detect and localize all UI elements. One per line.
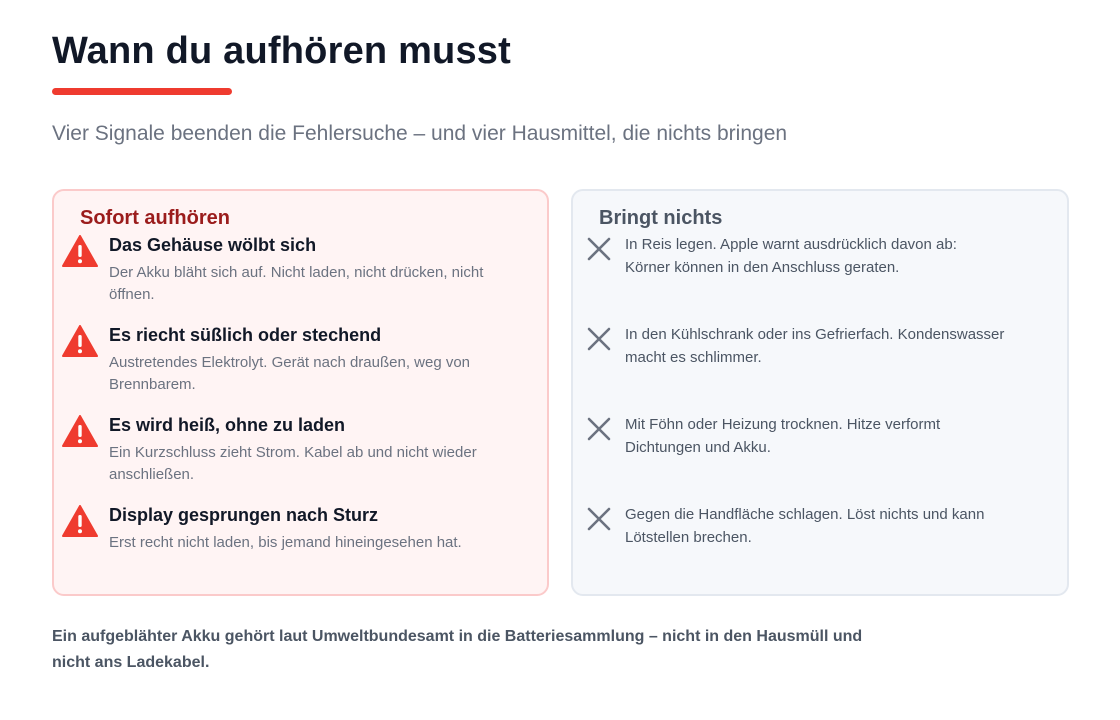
stop-item-title: Display gesprungen nach Sturz <box>109 505 379 525</box>
stop-item <box>62 505 532 585</box>
warning-triangle-icon <box>62 235 98 267</box>
stop-item-title: Es wird heiß, ohne zu laden <box>109 415 346 435</box>
warning-triangle-icon <box>62 415 98 447</box>
useless-item-text: In Reis legen. Apple warnt ausdrücklich davon ab: Körner können in den Anschluss geraten. <box>625 236 957 276</box>
stop-item-desc: Der Akku bläht sich auf. Nicht laden, nicht drücken, nicht öffnen. <box>109 264 484 303</box>
title-underline <box>52 88 232 95</box>
useless-item-text: Mit Föhn oder Heizung trocknen. Hitze verformt Dichtungen und Akku. <box>625 416 941 456</box>
stop-item-title: Das Gehäuse wölbt sich <box>109 235 317 255</box>
x-mark-icon <box>585 415 613 443</box>
useless-item <box>585 503 1055 563</box>
useless-panel-title: Bringt nichts <box>599 207 723 229</box>
x-mark-icon <box>585 325 613 353</box>
warning-triangle-icon <box>62 325 98 357</box>
page-title: Wann du aufhören musst <box>52 30 511 72</box>
useless-panel <box>571 189 1069 596</box>
stop-item <box>62 415 532 495</box>
stop-item <box>62 325 532 405</box>
useless-item <box>585 413 1055 473</box>
stop-item <box>62 235 532 315</box>
footnote: Ein aufgeblähter Akku gehört laut Umweltbundesamt in die Batteriesammlung – nicht in den Hausmüll und nicht ans Ladekabel. <box>52 628 863 671</box>
stop-item-title: Es riecht süßlich oder stechend <box>109 325 382 345</box>
useless-item-text: In den Kühlschrank oder ins Gefrierfach. Kondenswasser macht es schlimmer. <box>625 326 1005 366</box>
stop-item-desc: Austretendes Elektrolyt. Gerät nach draußen, weg von Brennbarem. <box>109 354 471 393</box>
useless-item-text: Gegen die Handfläche schlagen. Löst nichts und kann Lötstellen brechen. <box>625 506 985 546</box>
useless-item <box>585 323 1055 383</box>
stop-item-desc: Ein Kurzschluss zieht Strom. Kabel ab und nicht wieder anschließen. <box>109 444 477 483</box>
useless-item <box>585 233 1055 293</box>
x-mark-icon <box>585 235 613 263</box>
x-mark-icon <box>585 505 613 533</box>
page-subtitle: Vier Signale beenden die Fehlersuche – und vier Hausmittel, die nichts bringen <box>52 122 788 145</box>
stop-panel <box>52 189 549 596</box>
stop-panel-title: Sofort aufhören <box>80 207 230 229</box>
stop-item-desc: Erst recht nicht laden, bis jemand hineingesehen hat. <box>109 534 462 551</box>
warning-triangle-icon <box>62 505 98 537</box>
